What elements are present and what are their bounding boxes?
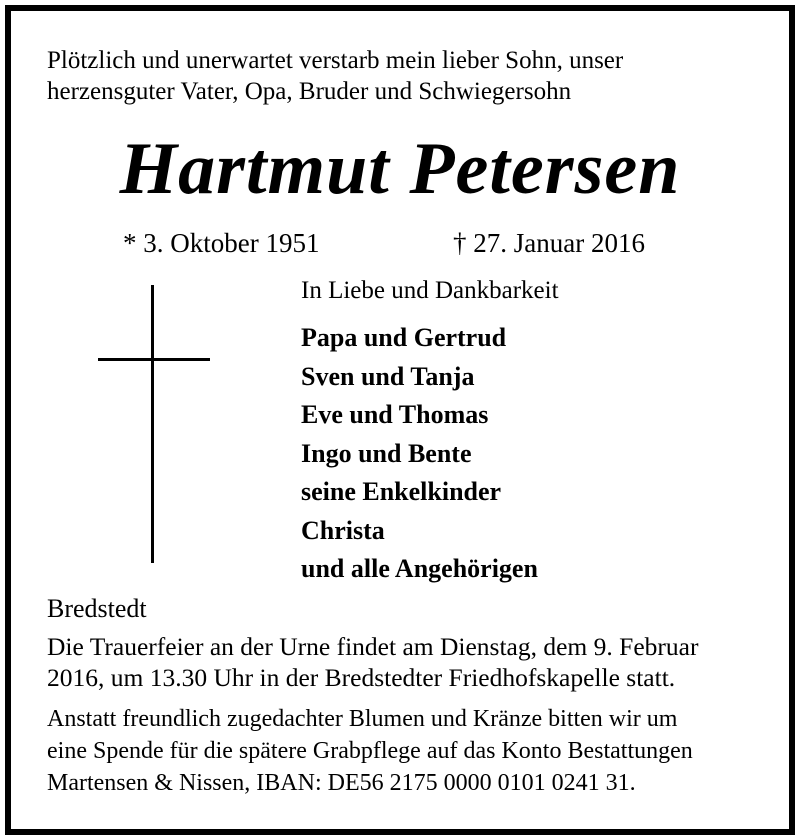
mourner-name: Ingo und Bente: [301, 438, 472, 468]
service-line: 2016, um 13.30 Uhr in der Bredstedter Friedhofskapelle statt.: [47, 663, 676, 692]
mourner-name: Eve und Thomas: [301, 400, 489, 429]
mourner-name: seine Enkelkinder: [301, 477, 502, 506]
cross-horizontal-bar: [98, 358, 210, 361]
intro-line: Plötzlich und unerwartet verstarb mein lieber Sohn, unser: [47, 47, 624, 74]
service-line: Die Trauerfeier an der Urne findet am Dienstag, dem 9. Februar: [47, 632, 699, 661]
donation-line: Martensen & Nissen, IBAN: DE56 2175 0000 0101 0241 31.: [47, 770, 636, 796]
donation-info: [47, 703, 787, 799]
thanks-line: In Liebe und Dankbarkeit: [301, 277, 559, 304]
place: Bredstedt: [47, 594, 147, 623]
birth-date: * 3. Oktober 1951: [123, 228, 320, 258]
deceased-name: Hartmut Petersen: [119, 128, 681, 210]
donation-line: Anstatt freundlich zugedachter Blumen und Kränze bitten wir um: [47, 706, 678, 732]
mourner-name: Papa und Gertrud: [301, 323, 507, 352]
obituary-notice: [5, 5, 795, 835]
service-info: [47, 631, 787, 693]
death-date: † 27. Januar 2016: [453, 228, 645, 258]
mourner-name: und alle Angehörigen: [301, 554, 538, 583]
intro-line: herzensguter Vater, Opa, Bruder und Schwiegersohn: [47, 78, 572, 105]
intro-text: [47, 45, 623, 107]
mourner-name: Christa: [301, 515, 385, 545]
mourner-name: Sven und Tanja: [301, 361, 475, 391]
donation-line: eine Spende für die spätere Grabpflege auf das Konto Bestattungen: [47, 738, 693, 764]
cross-vertical-bar: [151, 285, 154, 563]
mourners-list: [301, 319, 538, 589]
